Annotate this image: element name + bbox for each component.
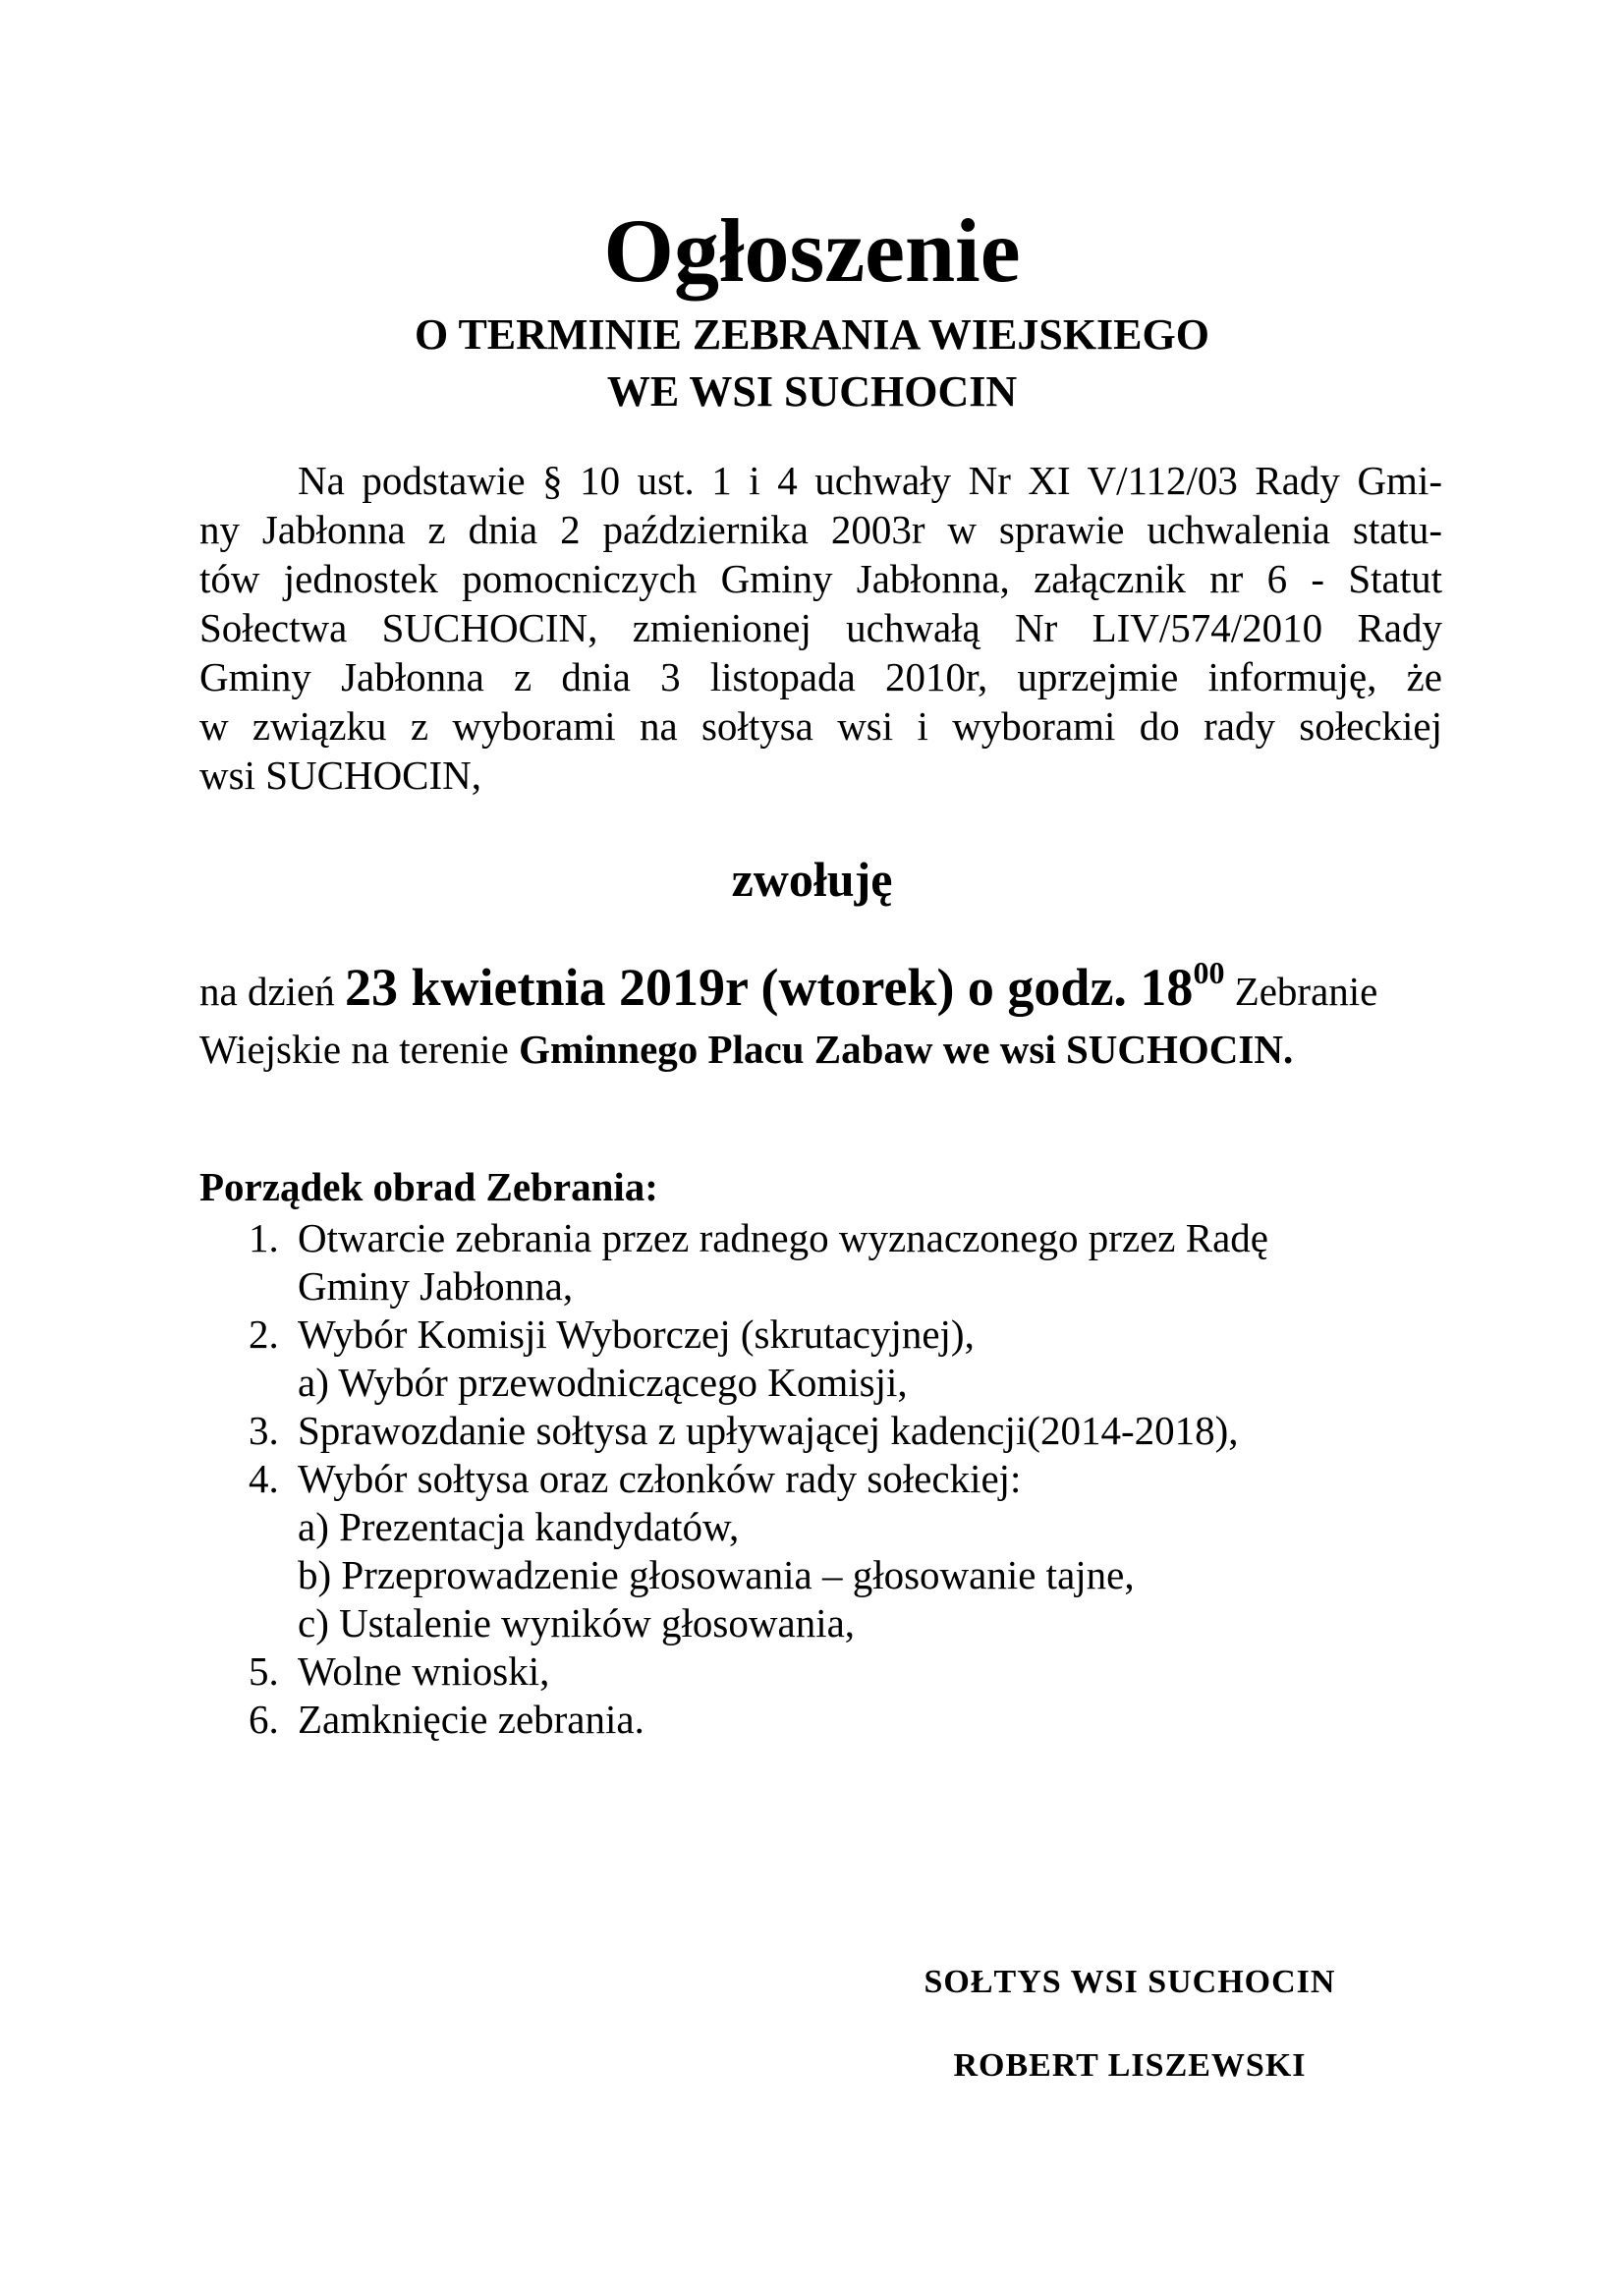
agenda-item-text: Sprawozdanie sołtysa z upływającej kadencji(2014-2018), [298, 1408, 1239, 1453]
agenda-subitem-text: b) Przeprowadzenie głosowania – głosowanie tajne, [298, 1552, 1135, 1597]
meeting-details [199, 953, 1442, 1077]
document-subtitle-line2: WE WSI SUCHOCIN [606, 367, 1018, 416]
document-title: Ogłoszenie [603, 200, 1021, 301]
agenda-item-number: 2. [249, 1311, 279, 1357]
agenda-item-text: Wybór Komisji Wyborczej (skrutacyjnej), [298, 1311, 975, 1357]
agenda-subitem [199, 1359, 1442, 1407]
intro-paragraph [199, 456, 1442, 800]
intro-line: Gminy Jabłonna z dnia 3 listopada 2010r, uprzejmie informuję, że [199, 654, 1442, 699]
intro-line: Na podstawie § 10 ust. 1 i 4 uchwały Nr XI V/112/03 Rady Gmi- [298, 458, 1442, 503]
intro-line: w związku z wyborami na sołtysa wsi i wyborami do rady sołeckiej [199, 703, 1442, 749]
meeting-date-time: 23 kwietnia 2019r (wtorek) o godz. 18 [344, 958, 1194, 1017]
document-subtitle-line1: O TERMINIE ZEBRANIA WIEJSKIEGO [415, 310, 1209, 359]
signature-role: SOŁTYS WSI SUCHOCIN [924, 1964, 1336, 2000]
meeting-prefix: na dzień [199, 969, 345, 1014]
agenda-item [199, 1311, 1442, 1359]
meeting-date-line [199, 953, 1442, 1022]
agenda-subitem-text: a) Wybór przewodniczącego Komisji, [298, 1360, 908, 1405]
agenda-item-number: 1. [249, 1215, 279, 1260]
agenda-item [199, 1214, 1442, 1262]
agenda-item-text: Wolne wnioski, [298, 1648, 550, 1694]
meeting-minutes: 00 [1193, 955, 1225, 990]
agenda-heading: Porządek obrad Zebrania: [199, 1164, 658, 1209]
meeting-suffix: Zebranie [1224, 969, 1378, 1014]
agenda-item [199, 1262, 1442, 1311]
meeting-place-line [199, 1022, 1442, 1077]
agenda-item [199, 1455, 1442, 1503]
convene-heading: zwołuję [731, 852, 893, 907]
agenda-item-text: Gminy Jabłonna, [298, 1263, 574, 1309]
intro-line: ny Jabłonna z dnia 2 października 2003r w sprawie uchwalenia statu- [199, 507, 1442, 552]
agenda-item-number: 6. [249, 1697, 279, 1742]
agenda-subitem [199, 1599, 1442, 1647]
meeting-place: Gminnego Placu Zabaw we wsi SUCHOCIN. [519, 1027, 1294, 1072]
agenda-item-number: 3. [249, 1408, 279, 1453]
agenda-subitem-text: c) Ustalenie wyników głosowania, [298, 1600, 856, 1646]
agenda-item [199, 1407, 1442, 1455]
intro-line: wsi SUCHOCIN, [199, 753, 482, 798]
intro-line: Sołectwa SUCHOCIN, zmienionej uchwałą Nr LIV/574/2010 Rady [199, 605, 1442, 650]
agenda-item-text: Wybór sołtysa oraz członków rady sołeckiej: [298, 1456, 1022, 1501]
agenda-item-text: Otwarcie zebrania przez radnego wyznaczonego przez Radę [298, 1215, 1268, 1260]
agenda-subitem [199, 1551, 1442, 1599]
agenda-item-number: 5. [249, 1648, 279, 1694]
agenda-item [199, 1696, 1442, 1744]
meeting-place-prefix: Wiejskie na terenie [199, 1027, 520, 1072]
agenda-list [199, 1214, 1442, 1744]
agenda-item [199, 1647, 1442, 1696]
agenda-item-number: 4. [249, 1456, 279, 1501]
agenda-subitem [199, 1503, 1442, 1551]
agenda-item-text: Zamknięcie zebrania. [298, 1697, 644, 1742]
intro-line: tów jednostek pomocniczych Gminy Jabłonna, załącznik nr 6 - Statut [199, 556, 1442, 601]
signature-name: ROBERT LISZEWSKI [953, 2047, 1307, 2084]
agenda-subitem-text: a) Prezentacja kandydatów, [298, 1504, 740, 1549]
